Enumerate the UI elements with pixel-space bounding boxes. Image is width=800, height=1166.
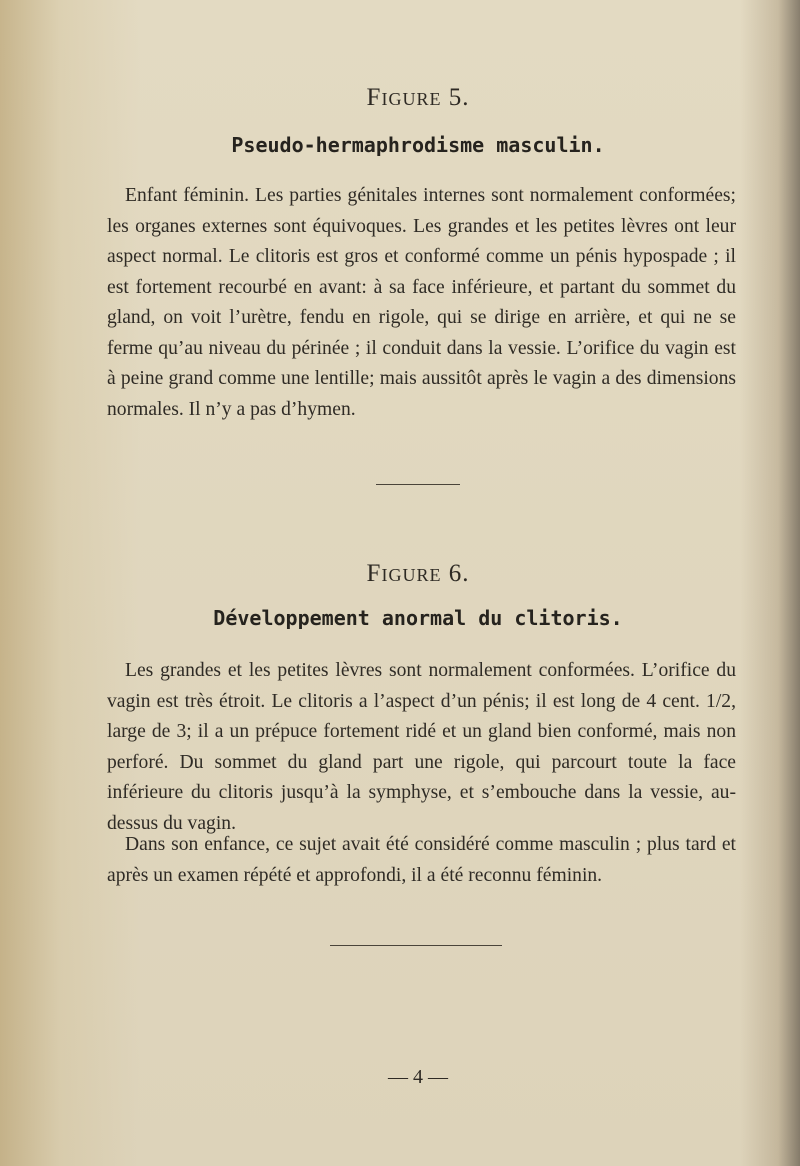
figure-6-title: Figure 6. — [366, 560, 470, 587]
figure-5-title: Figure 5. — [366, 84, 470, 111]
figure-6-subtitle: Développement anormal du clitoris. — [213, 606, 623, 630]
figure-6-paragraph-1: Les grandes et les petites lèvres sont normalement conformées. L’orifice du vagin est très étroit. Le clitoris a l’aspect d’un pénis; il est long de 4 cent. 1/2, large de 3; il a un prépuce fortement ridé et un gland bien conformé, mais non perforé. Du sommet du gland part une rigole, qui parcourt toute la face inférieure du clitoris jusqu’à la symphyse, et s’embouche dans la vessie, au-dessus du vagin. — [107, 660, 736, 834]
page-number: — 4 — — [388, 1066, 448, 1088]
figure-5-subtitle: Pseudo-hermaphrodisme masculin. — [231, 133, 605, 157]
section-divider — [376, 484, 460, 485]
end-divider — [330, 945, 502, 946]
figure-5-paragraph: Enfant féminin. Les parties génitales internes sont normalement conformées; les organes externes sont équivoques. Les grandes et les petites lèvres ont leur aspect normal. Le clitoris est gros et conformé comme un pénis hypospade ; il est fortement recourbé en avant: à sa face inférieure, et partant du sommet du gland, on voit l’urètre, fendu en rigole, qui se dirige en arrière, et qui ne se ferme qu’au niveau du périnée ; il conduit dans la vessie. L’orifice du vagin est à peine grand comme une lentille; mais aussitôt après le vagin a des dimensions normales. Il n’y a pas d’hymen. — [107, 185, 736, 420]
figure-6-paragraph-2: Dans son enfance, ce sujet avait été considéré comme masculin ; plus tard et après un examen répété et approfondi, il a été reconnu féminin. — [107, 834, 736, 886]
